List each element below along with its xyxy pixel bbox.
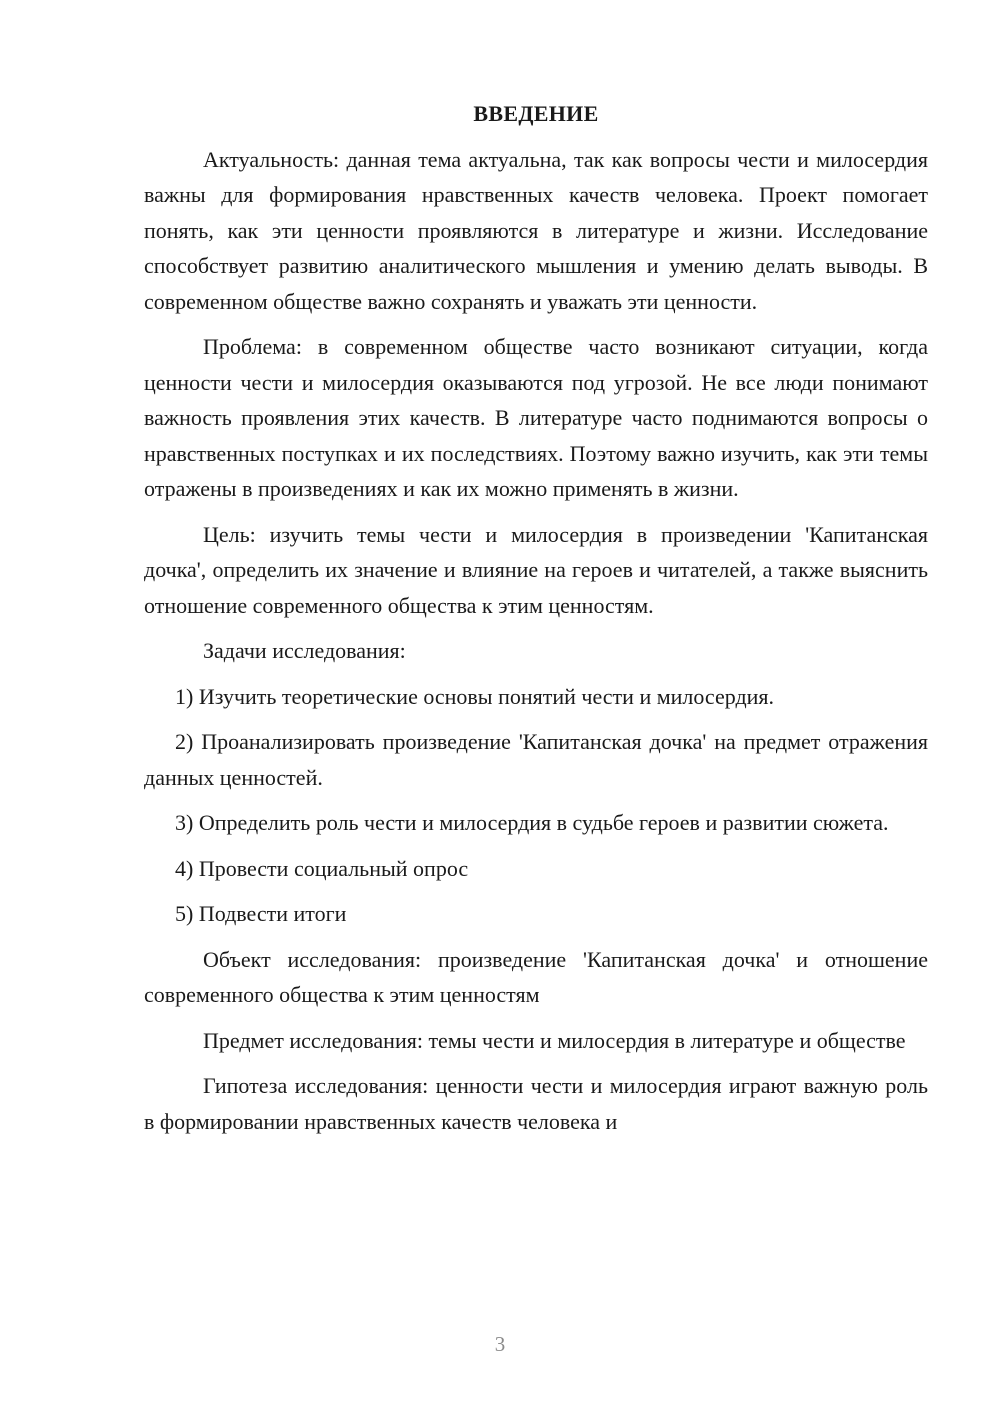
paragraph-relevance: Актуальность: данная тема актуальна, так как вопросы чести и милосердия важны для формирования нравственных качеств человека. Проект помогает понять, как эти ценности проявляются в литературе и жизни. Исследование способствует развитию аналитического мышления и умению делать выводы. В современном обществе важно сохранять и уважать эти ценности. <box>144 146 928 314</box>
paragraph-goal: Цель: изучить темы чести и милосердия в произведении 'Капитанская дочка', определить их значение и влияние на героев и читателей, а также выяснить отношение современного общества к этим ценностям. <box>144 521 928 618</box>
page-body <box>144 96 928 1149</box>
task-item: 5) Подвести итоги <box>175 901 347 926</box>
task-item: 2) Проанализировать произведение 'Капитанская дочка' на предмет отражения данных ценностей. <box>144 729 928 790</box>
paragraph-problem: Проблема: в современном обществе часто возникают ситуации, когда ценности чести и милосердия оказываются под угрозой. Не все люди понимают важность проявления этих качеств. В литературе часто поднимаются вопросы о нравственных поступках и их последствиях. Поэтому важно изучить, как эти темы отражены в произведениях и как их можно применять в жизни. <box>144 334 928 501</box>
paragraph-hypothesis: Гипотеза исследования: ценности чести и милосердия играют важную роль в формировании нравственных качеств человека и <box>144 1073 928 1134</box>
paragraph-subject: Предмет исследования: темы чести и милосердия в литературе и обществе <box>203 1027 906 1053</box>
page-number: 3 <box>494 1332 506 1356</box>
task-item: 3) Определить роль чести и милосердия в судьбе героев и развитии сюжета. <box>175 810 889 835</box>
task-item: 1) Изучить теоретические основы понятий чести и милосердия. <box>175 683 775 709</box>
section-title: ВВЕДЕНИЕ <box>473 101 599 126</box>
paragraph-tasks-heading: Задачи исследования: <box>203 638 406 663</box>
paragraph-object: Объект исследования: произведение 'Капитанская дочка' и отношение современного общества к этим ценностям <box>144 946 928 1007</box>
task-item: 4) Провести социальный опрос <box>175 855 469 881</box>
